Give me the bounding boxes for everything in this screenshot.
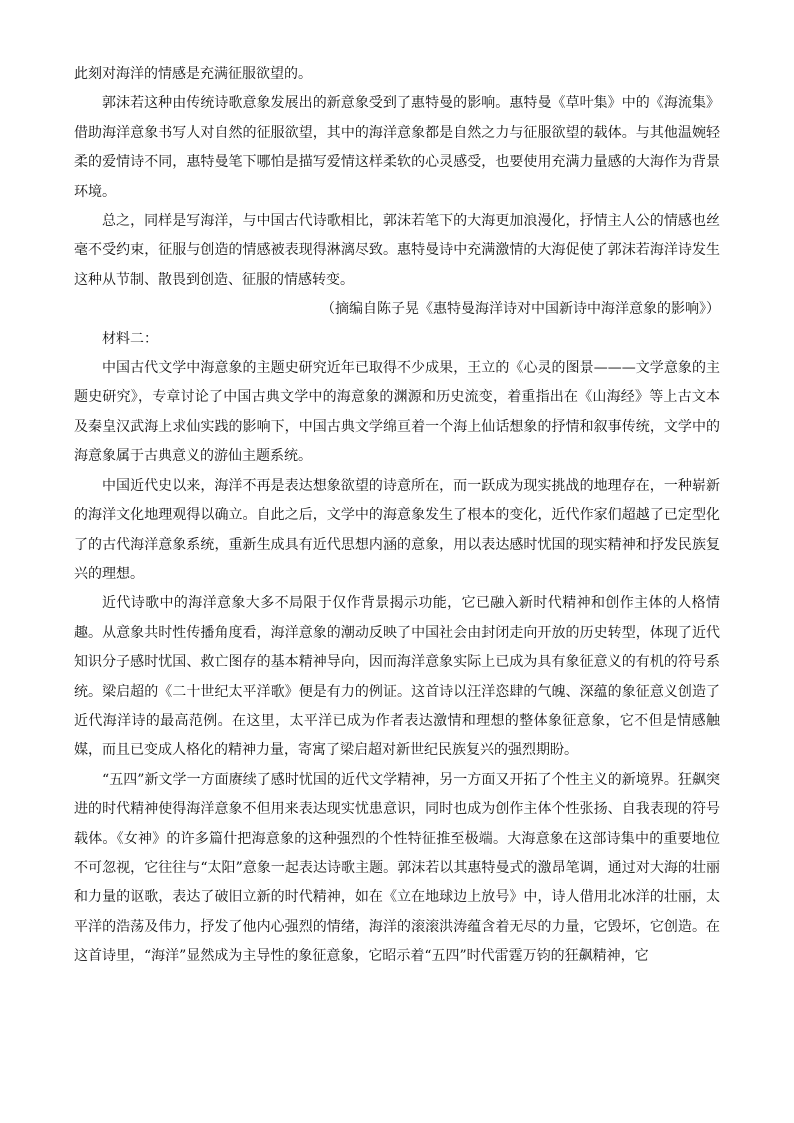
paragraph-modern-poetry: 近代诗歌中的海洋意象大多不局限于仅作背景揭示功能，它已融入新时代精神和创作主体的人格情趣。从意象共时性传播角度看，海洋意象的潮动反映了中国社会由封闭走向开放的历史转型，体现了近代知识分子感时忧国、救亡图存的基本精神导向，因而海洋意象实际上已成为具有象征意义的有机的符号系统。梁启超的《二十世纪太平洋歌》便是有力的例证。这首诗以汪洋恣肆的气魄、深蕴的象征意义创造了近代海洋诗的最高范例。在这里，太平洋已成为作者表达激情和理想的整体象征意象，它不但是情感触媒，而且已变成人格化的精神力量，寄寓了梁启超对新世纪民族复兴的强烈期盼。 [74,595,720,759]
paragraph-modern-history: 中国近代史以来，海洋不再是表达想象欲望的诗意所在，而一跃成为现实挑战的地理存在，一种崭新的海洋文化地理观得以确立。自此之后，文学中的海意象发生了根本的变化，近代作家们超越了已定型化了的古代海洋意象系统，重新生成具有近代思想内涵的意象，用以表达感时忧国的现实精神和抒发民族复兴的理想。 [74,477,720,582]
source-citation: （摘编自陈子晃《惠特曼海洋诗对中国新诗中海洋意象的影响》） [321,301,720,318]
paragraph-may-fourth: “五四”新文学一方面赓续了感时忧国的近代文学精神，另一方面又开拓了个性主义的新境界。狂飙突进的时代精神使得海洋意象不但用来表达现实忧患意识，同时也成为创作主体个性张扬、自我表现的符号载体。《女神》的许多篇什把海意象的这种强烈的个性特征推至极端。大海意象在这部诗集中的重要地位不可忽视，它往往与“太阳”意象一起表达诗歌主题。郭沫若以其惠特曼式的激昂笔调，通过对大海的壮丽和力量的讴歌，表达了破旧立新的时代精神，如在《立在地球边上放号》中，诗人借用北冰洋的壮丽，太平洋的浩荡及伟力，抒发了他内心强烈的情绪，海洋的滚滚洪涛蕴含着无尽的力量，它毁坏，它创造。在这首诗里，“海洋”显然成为主导性的象征意象，它昭示着“五四”时代雷霆万钧的狂飙精神，它 [74,771,720,965]
paragraph-ancient-sea-imagery: 中国古代文学中海意象的主题史研究近年已取得不少成果，王立的《心灵的图景———文学意象的主题史研究》，专章讨论了中国古典文学中的海意象的渊源和历史流变，着重指出在《山海经》等上古文本及秦皇汉武海上求仙实践的影响下，中国古典文学绵亘着一个海上仙话想象的抒情和叙事传统，文学中的海意象属于古典意义的游仙主题系统。 [74,360,720,465]
paragraph-whitman-influence: 郭沫若这种由传统诗歌意象发展出的新意象受到了惠特曼的影响。惠特曼《草叶集》中的《海流集》借助海洋意象书写人对自然的征服欲望，其中的海洋意象都是自然之力与征服欲望的载体。与其他温婉轻柔的爱情诗不同，惠特曼笔下哪怕是描写爱情这样柔软的心灵感受，也要使用充满力量感的大海作为背景环境。 [74,95,720,200]
paragraph-summary: 总之，同样是写海洋，与中国古代诗歌相比，郭沫若笔下的大海更加浪漫化，抒情主人公的情感也丝毫不受约束，征服与创造的情感被表现得淋漓尽致。惠特曼诗中充满激情的大海促使了郭沫若海洋诗发生这种从节制、散畏到创造、征服的情感转变。 [74,213,720,288]
paragraph-continuation: 此刻对海洋的情感是充满征服欲望的。 [74,66,312,82]
material-two-heading: 材料二： [102,330,158,347]
document-page [74,60,720,972]
